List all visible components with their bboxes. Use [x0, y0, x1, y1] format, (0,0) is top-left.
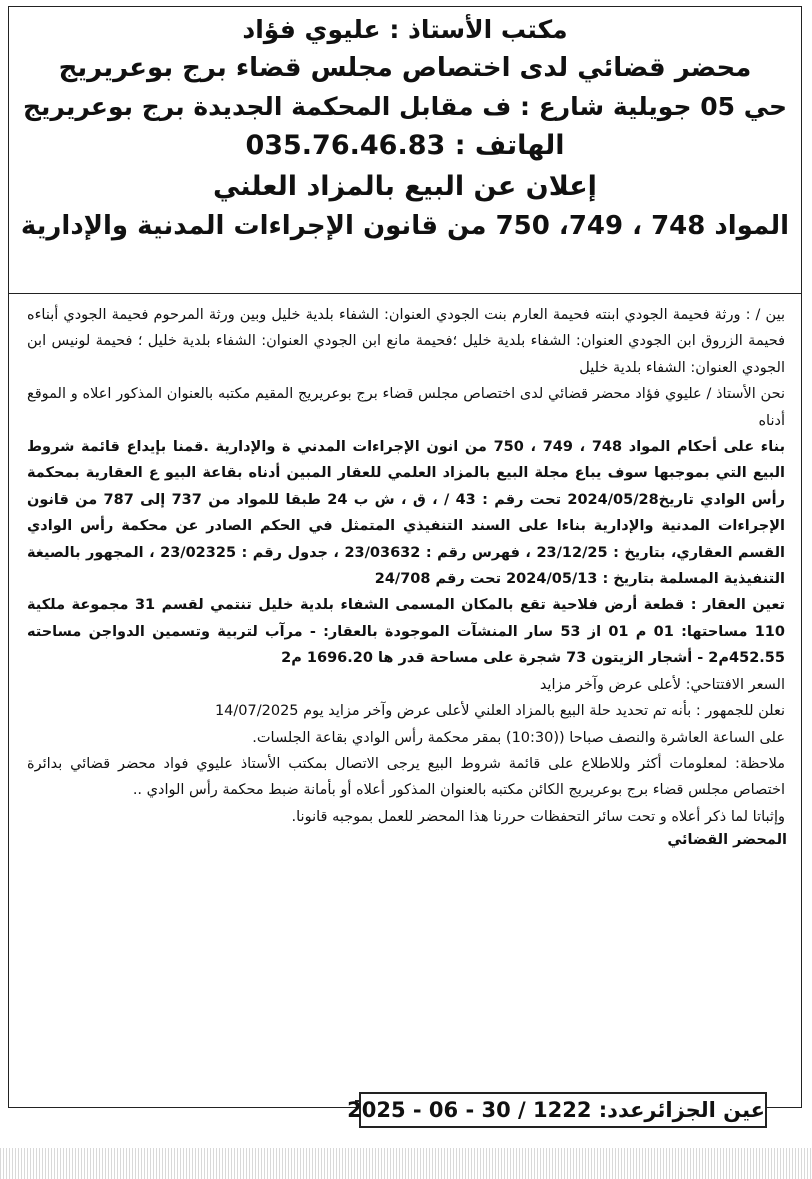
office-phone: الهاتف : 035.76.46.83	[245, 130, 565, 162]
auction-date-paragraph: نعلن للجمهور : بأنه تم تحديد حلة البيع بالمزاد العلني لأعلى عرض وآخر مزايد يوم 14/07/2025	[214, 703, 785, 720]
notice-header	[9, 7, 801, 294]
notice-body	[9, 294, 801, 830]
legal-basis-paragraph: بناء على أحكام المواد 748 ، 749 ، 750 من انون الإجراءات المدني ة والإدارية .قمنا بإيداع قائمة شروط البيع التي بموجبها سوف يباع مجلة البيع بالمزاد العلمي للعقار المبين أدناه بقاعة البيو ع العقارية بمحكمة رأس الوادي تاريخ2024/05/28 تحت رقم : 43 / ، ق ، ش ب 24 طبقا للمواد من 737 إلى 787 من قانون الإجراءات المدنية والإدارية بناءا على السند التنفيذي المتمثل في الحكم الصادر عن محكمة رأس الوادي القسم العقاري، بتاريخ : 23/12/25 ، فهرس رقم : 23/03632 ، جدول رقم : 23/02325 ، المجهور بالصيغة التنفيذية المسلمة بتاريخ : 2024/05/13 تحت رقم 24/708	[27, 439, 786, 588]
note-paragraph: ملاحظة: لمعلومات أكثر وللاطلاع على قائمة شروط البيع يرجى الاتصال بمكتب الأستاذ عليوي فواد محضر قضائي بدائرة اختصاص مجلس قضاء برج بوعريريج الكائن مكتبه بالعنوان المذكور أعلاه أو بأمانة ضبط محكمة رأس الوادي ..	[27, 755, 785, 799]
notice-title: إعلان عن البيع بالمزاد العلني	[213, 170, 597, 202]
bailiff-role: محضر قضائي لدى اختصاص مجلس قضاء برج بوعريريج	[58, 53, 752, 83]
legal-articles: المواد 748 ، 749، 750 من قانون الإجراءات المدنية والإدارية	[20, 210, 790, 241]
office-address: حي 05 جويلية شارع : ف مقابل المحكمة الجديدة برج بوعريريج	[22, 92, 788, 122]
scan-noise-strip	[0, 1148, 812, 1179]
closing-paragraph: وإثباتا لما ذكر أعلاه و تحت سائر التحفظات حررنا هذا المحضر للعمل بموجبه قانونا.	[291, 808, 785, 825]
publication-reference	[347, 1092, 767, 1130]
property-description: تعين العقار : قطعة أرض فلاحية تقع بالمكان المسمى الشفاء بلدية خليل تنتمي لقسم 31 مجموعة ملكية 110 مساحتها: 01 م 01 از 53 سار المنشآت الموجودة بالعقار: - مرآب لتربية وتسمين الدواجن مساحته 452.55م2 - أشجار الزيتون 73 شجرة على مساحة قدر ها 1696.20 م2	[27, 597, 785, 667]
bailiff-paragraph: نحن الأستاذ / عليوي فؤاد محضر قضائي لدى اختصاص مجلس قضاء برج بوعريريج المقيم مكتبه بالعنوان المذكور اعلاه و الموقع أدناه	[27, 386, 785, 429]
opening-price: السعر الافتتاحي: لأعلى عرض وآخر مزايد	[539, 676, 785, 693]
office-name: مكتب الأستاذ : عليوي فؤاد	[242, 15, 568, 44]
auction-time-paragraph: على الساعة العاشرة والنصف صباحا ((10:30) بمقر محكمة رأس الوادي بقاعة الجلسات.	[252, 729, 785, 746]
legal-notice	[8, 6, 802, 1108]
reference-box: عين الجزائرعدد: 1222 / 30 - 06 - 2025	[359, 1092, 767, 1128]
parties-paragraph: بين / : ورثة فحيمة الجودي ابنته فحيمة العارم بنت الجودي العنوان: الشفاء بلدية خليل وبين ورثة المرحوم فحيمة الجودي أبناءه فحيمة الزروق ابن الجودي العنوان: الشفاء بلدية خليل ؛فحيمة مانع ابن الجودي العنوان: الشفاء بلدية خليل ؛ فحيمة لونيس ابن الجودي العنوان: الشفاء بلدية خليل	[27, 307, 785, 376]
signature: المحضر القضائي	[667, 832, 787, 849]
